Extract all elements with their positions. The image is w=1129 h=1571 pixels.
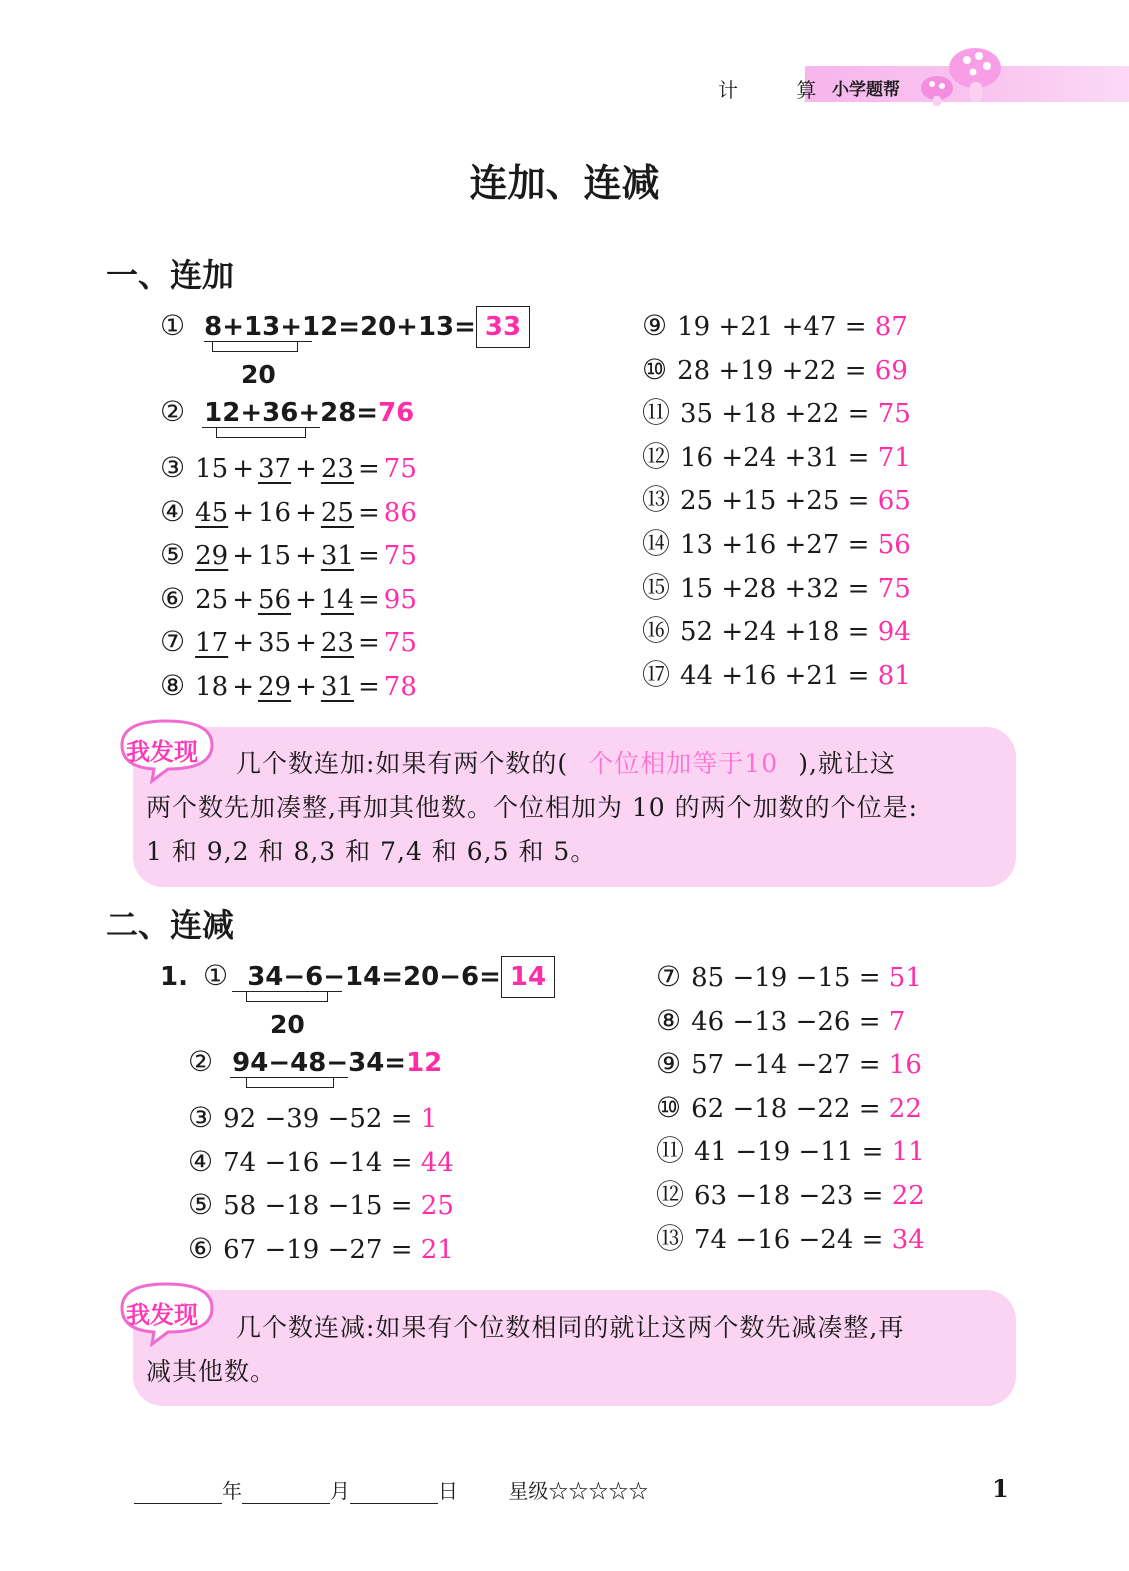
discover-line-1 [236, 742, 896, 786]
discover-line-2: 两个数先加凑整,再加其他数。个位相加为 10 的两个加数的个位是: [146, 793, 919, 822]
answer: 16 [888, 1050, 922, 1081]
addend: 29 [195, 541, 229, 572]
operator: + [232, 672, 254, 702]
item-number: ① [203, 959, 229, 992]
item-number: ④ [188, 1144, 214, 1178]
item-number: ③ [188, 1101, 214, 1134]
addend: 25 [195, 584, 229, 615]
addition-item [642, 397, 911, 429]
day-label: 日 [438, 1479, 458, 1503]
answer: 1 [420, 1104, 438, 1134]
example1-expr: 8+13+12=20+13= [204, 312, 476, 342]
expression: 58 −18 −15 = [223, 1191, 421, 1222]
subtraction-item [656, 961, 922, 993]
sub-example2-bracket [246, 1077, 334, 1088]
example1-bracket [212, 341, 298, 352]
subtraction-item [656, 1005, 905, 1037]
section1-heading: 一、连加 [106, 256, 235, 294]
answer: 81 [877, 660, 911, 691]
item-number: ⑩ [642, 352, 668, 386]
item-number: ② [160, 395, 186, 428]
addition-item [160, 583, 417, 615]
rating-label: 星级 [508, 1479, 549, 1503]
expression: 25 +15 +25 = [680, 486, 878, 517]
addition-item [160, 626, 417, 658]
addition-item [160, 496, 417, 528]
group-label: 1. [160, 962, 188, 992]
item-number: ⑥ [188, 1231, 214, 1265]
answer: 75 [383, 454, 417, 484]
addition-item [642, 484, 911, 516]
item-number: ⑫ [642, 439, 671, 473]
expression: 63 −18 −23 = [694, 1181, 892, 1211]
discover-fill-answer: 个位相加等于10 [588, 749, 779, 778]
section2-heading: 二、连减 [106, 906, 235, 944]
expression: 44 +16 +21 = [680, 660, 878, 691]
discover2-line-1: 几个数连减:如果有个位数相同的就让这两个数先减凑整,再 [236, 1313, 905, 1342]
item-number: ④ [160, 494, 186, 528]
operator: + [295, 541, 317, 572]
answer: 22 [888, 1093, 922, 1124]
sub-example1-bracket [246, 991, 328, 1002]
expression: 13 +16 +27 = [680, 530, 878, 560]
year-blank[interactable] [134, 1503, 222, 1504]
example1-partial-sum: 20 [241, 360, 276, 389]
sub-example1-expr: 34−6−14=20−6= [247, 962, 501, 992]
item-number: ① [160, 309, 186, 342]
subtraction-item [656, 1135, 925, 1167]
addition-item [160, 539, 417, 571]
rating-stars[interactable]: ☆☆☆☆☆ [548, 1479, 649, 1503]
sub-example2-answer: 12 [406, 1048, 443, 1078]
item-number: ⑬ [656, 1221, 685, 1255]
addend: 45 [195, 497, 229, 528]
answer: 7 [888, 1006, 906, 1037]
item-number: ⑭ [642, 527, 671, 560]
expression: 92 −39 −52 = [223, 1104, 421, 1134]
item-number: ⑩ [656, 1090, 682, 1124]
expression: 46 −13 −26 = [691, 1006, 889, 1037]
item-number: ⑤ [188, 1188, 214, 1222]
expression: 85 −19 −15 = [691, 963, 889, 993]
answer: 75 [877, 399, 911, 430]
answer: 51 [888, 963, 922, 993]
addition-item [642, 441, 911, 473]
month-blank[interactable] [242, 1503, 330, 1504]
answer: 25 [420, 1191, 454, 1222]
item-number: ⑦ [160, 625, 186, 659]
answer: 75 [383, 628, 417, 659]
operator: = [357, 541, 380, 572]
item-number: ⑮ [642, 570, 671, 604]
page-title: 连加、连减 [469, 161, 660, 205]
addition-item [642, 354, 908, 386]
subtraction-item [188, 1233, 454, 1265]
expression: 57 −14 −27 = [691, 1050, 889, 1081]
operator: + [232, 541, 254, 572]
addend: 25 [320, 497, 354, 528]
answer: 34 [891, 1224, 925, 1255]
operator: = [357, 497, 380, 528]
answer: 22 [891, 1181, 925, 1211]
operator: = [357, 628, 380, 659]
expression: 41 −19 −11 = [694, 1137, 892, 1168]
sub-example2-expr: 94−48−34= [232, 1048, 407, 1078]
discover-line-3: 1 和 9,2 和 8,3 和 7,4 和 6,5 和 5。 [146, 837, 597, 866]
subtraction-item [188, 1102, 437, 1134]
item-number: ⑥ [160, 581, 186, 615]
header-subject: 计 算 [718, 78, 843, 102]
item-number: ⑪ [642, 396, 671, 430]
expression: 74 −16 −24 = [694, 1224, 892, 1255]
operator: = [357, 672, 380, 702]
operator: + [295, 497, 317, 528]
item-number: ⑫ [656, 1178, 685, 1211]
operator: + [295, 454, 317, 484]
answer: 95 [383, 584, 417, 615]
addition-item [160, 670, 417, 702]
addend: 18 [195, 672, 229, 702]
answer: 78 [383, 672, 417, 702]
addend: 15 [195, 454, 229, 484]
mushroom-icon [915, 42, 1011, 110]
expression: 35 +18 +22 = [680, 399, 878, 430]
operator: + [295, 584, 317, 615]
subtraction-item [656, 1223, 925, 1255]
answer: 56 [877, 530, 911, 560]
item-number: ⑦ [656, 960, 682, 993]
operator: + [232, 628, 254, 659]
addition-item [642, 615, 911, 647]
addend: 14 [320, 584, 354, 615]
item-number: ③ [160, 451, 186, 484]
addition-item [642, 310, 908, 342]
answer: 71 [877, 442, 911, 473]
answer: 21 [420, 1234, 454, 1265]
answer: 75 [877, 573, 911, 604]
addend: 23 [320, 454, 354, 484]
answer: 94 [877, 617, 911, 648]
operator: + [232, 584, 254, 615]
expression: 15 +28 +32 = [680, 573, 878, 604]
addend: 37 [258, 454, 292, 484]
addition-item [642, 659, 911, 691]
answer: 44 [420, 1147, 454, 1178]
expression: 62 −18 −22 = [691, 1093, 889, 1124]
item-number: ⑨ [642, 309, 668, 342]
expression: 74 −16 −14 = [223, 1147, 421, 1178]
item-number: ⑧ [160, 669, 186, 702]
item-number: ⑯ [642, 614, 671, 648]
operator: = [357, 584, 380, 615]
example2-expr: 12+36+28= [204, 398, 379, 428]
page-number: 1 [992, 1474, 1009, 1503]
addend: 35 [258, 628, 292, 659]
discover-badge-label: 我发现 [126, 738, 198, 766]
operator: + [295, 628, 317, 659]
addition-item [160, 452, 417, 484]
footer-date [134, 1475, 648, 1504]
sub-example1-row [160, 956, 555, 992]
item-number: ⑧ [656, 1003, 682, 1037]
addition-item [642, 572, 911, 604]
item-number: ② [188, 1045, 214, 1078]
example2-bracket [216, 427, 306, 438]
operator: + [232, 454, 254, 484]
addend: 31 [320, 541, 354, 572]
discover2-line-2: 减其他数。 [146, 1357, 277, 1386]
subtraction-item [656, 1048, 922, 1080]
expression: 28 +19 +22 = [677, 355, 875, 386]
example1-answer: 33 [476, 306, 530, 348]
item-number: ⑬ [642, 483, 671, 517]
operator: + [295, 672, 317, 702]
addend: 31 [320, 672, 354, 702]
addend: 17 [195, 628, 229, 659]
answer: 69 [874, 355, 908, 386]
item-number: ⑤ [160, 538, 186, 572]
example2-answer: 76 [378, 398, 415, 428]
header-brand: 小学题帮 [832, 80, 900, 100]
expression: 52 +24 +18 = [680, 617, 878, 648]
subtraction-item [188, 1189, 454, 1221]
item-number: ⑰ [642, 657, 671, 691]
discover-line1-pre: 几个数连加:如果有两个数的( [236, 749, 569, 778]
expression: 16 +24 +31 = [680, 442, 878, 473]
answer: 87 [874, 312, 908, 342]
answer: 86 [383, 497, 417, 528]
item-number: ⑪ [656, 1134, 685, 1168]
example1-row [160, 306, 530, 342]
example2-row [160, 396, 414, 428]
sub-example1-partial-sum: 20 [270, 1010, 305, 1039]
addend: 16 [258, 497, 292, 528]
addition-item [642, 528, 911, 560]
subtraction-item [188, 1146, 454, 1178]
answer: 75 [383, 541, 417, 572]
discover-badge-label: 我发现 [126, 1301, 198, 1329]
subtraction-item [656, 1179, 925, 1211]
sub-example1-answer: 14 [501, 956, 555, 998]
answer: 65 [877, 486, 911, 517]
item-number: ⑨ [656, 1047, 682, 1081]
expression: 67 −19 −27 = [223, 1234, 421, 1265]
answer: 11 [891, 1137, 925, 1168]
expression: 19 +21 +47 = [677, 312, 875, 342]
addend: 23 [320, 628, 354, 659]
operator: + [232, 497, 254, 528]
addend: 15 [258, 541, 292, 572]
addend: 56 [258, 584, 292, 615]
month-label: 月 [330, 1479, 350, 1503]
day-blank[interactable] [350, 1503, 438, 1504]
operator: = [357, 454, 380, 484]
sub-example2-row [188, 1046, 442, 1078]
addend: 29 [258, 672, 292, 702]
discover-line1-post: ),就让这 [798, 749, 896, 778]
subtraction-item [656, 1092, 922, 1124]
year-label: 年 [222, 1479, 242, 1503]
